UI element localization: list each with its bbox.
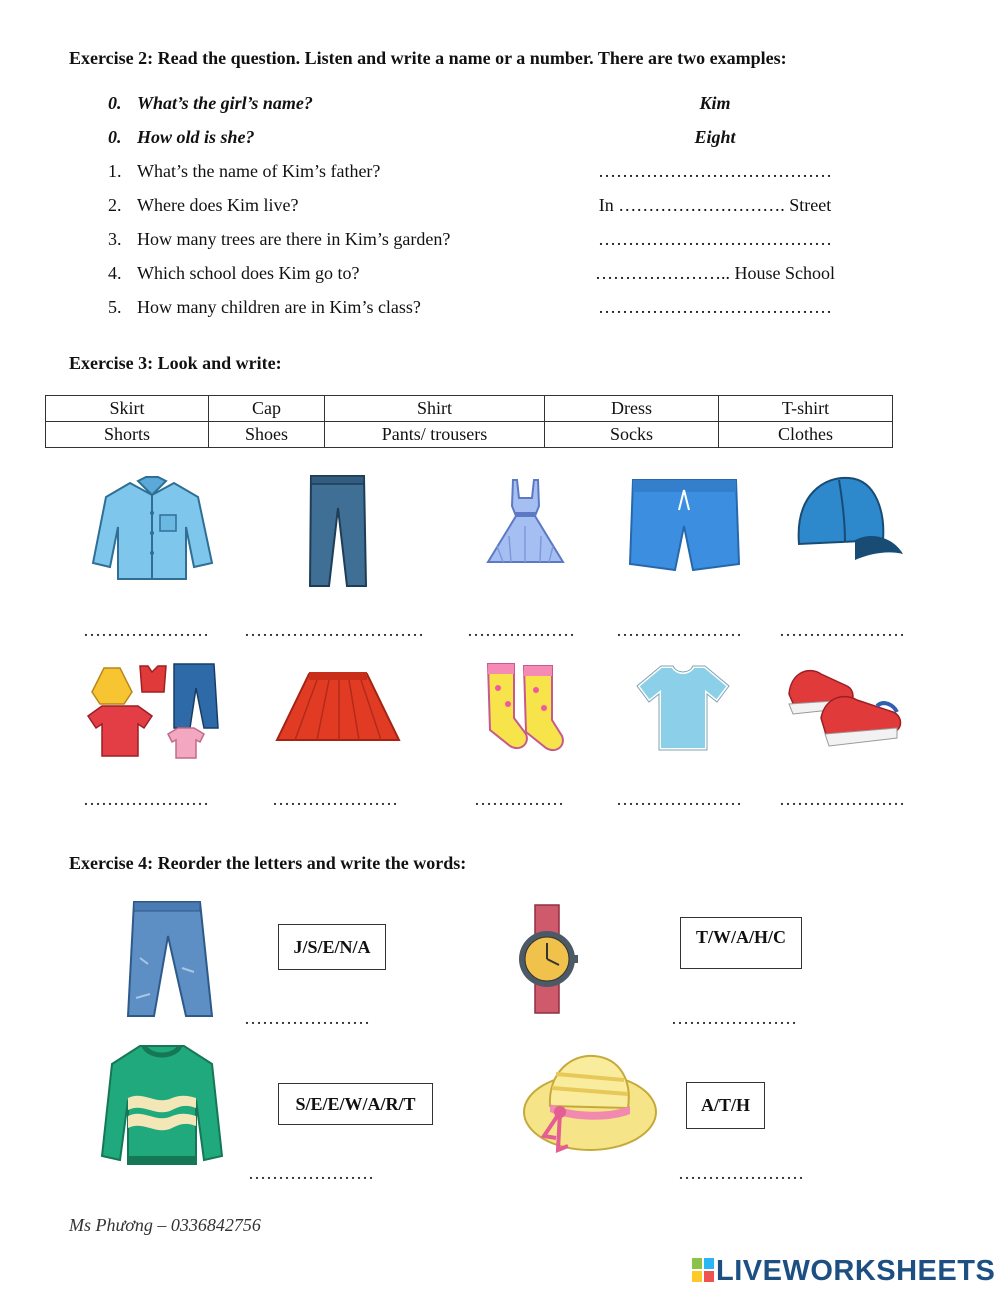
answer-blank[interactable]: ………………….. House School <box>595 263 835 283</box>
shirt-picture <box>90 475 215 585</box>
word-cell: Pants/ trousers <box>325 422 545 448</box>
answer-blank[interactable]: ………………… <box>616 620 742 640</box>
exercise-4-title: Exercise 4: Reorder the letters and write the words: <box>69 853 467 873</box>
hat-picture <box>520 1050 660 1168</box>
tshirt-picture <box>633 660 733 756</box>
question-text: Which school does Kim go to? <box>137 263 360 283</box>
question-text: How many trees are there in Kim’s garden? <box>137 229 451 249</box>
question-number: 3. <box>108 229 122 249</box>
answer-blank[interactable]: ………………………………… <box>598 229 832 249</box>
author-credit: Ms Phương – 0336842756 <box>69 1215 261 1235</box>
word-cell: Clothes <box>719 422 893 448</box>
answer-blank[interactable]: In ………………………. Street <box>598 195 832 215</box>
scrambled-word-box: S/E/E/W/A/R/T <box>278 1083 433 1125</box>
answer-blank[interactable]: ………………… <box>83 789 209 809</box>
question-number: 2. <box>108 195 122 215</box>
exercise-2-title: Exercise 2: Read the question. Listen and write a name or a number. There are two examples: <box>69 48 787 68</box>
example-question: How old is she? <box>137 127 255 147</box>
scrambled-word-box: T/W/A/H/C <box>680 917 802 969</box>
answer-blank[interactable]: ………………………………… <box>598 297 832 317</box>
jeans-picture <box>120 898 220 1020</box>
scrambled-word-box: J/S/E/N/A <box>278 924 386 970</box>
answer-blank[interactable]: ………………………………… <box>598 161 832 181</box>
word-cell: T-shirt <box>719 396 893 422</box>
shorts-picture <box>627 476 742 572</box>
question-row-2 <box>0 195 1000 217</box>
word-cell: Cap <box>209 396 325 422</box>
question-text: Where does Kim live? <box>137 195 299 215</box>
question-text: What’s the name of Kim’s father? <box>137 161 381 181</box>
example-number: 0. <box>108 127 122 147</box>
word-cell: Shorts <box>46 422 209 448</box>
answer-blank[interactable]: ………………… <box>671 1008 797 1028</box>
question-number: 1. <box>108 161 122 181</box>
dress-picture <box>483 476 568 568</box>
clothes-picture <box>82 658 222 762</box>
table-row <box>46 396 893 422</box>
shoes-picture <box>785 660 910 752</box>
skirt-picture <box>273 670 403 748</box>
table-row <box>46 422 893 448</box>
question-row-3 <box>0 229 1000 251</box>
answer-blank[interactable]: ………………… <box>248 1163 374 1183</box>
question-text: How many children are in Kim’s class? <box>137 297 421 317</box>
question-number: 5. <box>108 297 122 317</box>
word-cell: Dress <box>545 396 719 422</box>
liveworksheets-logo[interactable]: LIVEWORKSHEETS <box>716 1255 996 1287</box>
example-row-2 <box>0 127 1000 149</box>
scrambled-word-box: A/T/H <box>686 1082 765 1129</box>
answer-blank[interactable]: ………………… <box>83 620 209 640</box>
word-cell: Socks <box>545 422 719 448</box>
question-number: 4. <box>108 263 122 283</box>
sweater-picture <box>100 1040 225 1170</box>
word-bank-table <box>45 395 893 448</box>
answer-blank[interactable]: ……………… <box>467 620 575 640</box>
example-number: 0. <box>108 93 122 113</box>
liveworksheets-logo-icon <box>692 1258 714 1282</box>
trousers-picture <box>305 472 370 590</box>
question-row-1 <box>0 161 1000 183</box>
answer-blank[interactable]: ………………… <box>616 789 742 809</box>
word-cell: Shirt <box>325 396 545 422</box>
exercise-3-title: Exercise 3: Look and write: <box>69 353 282 373</box>
example-answer: Kim <box>699 93 731 113</box>
word-cell: Shoes <box>209 422 325 448</box>
answer-blank[interactable]: ………………… <box>244 1008 370 1028</box>
answer-blank[interactable]: ………………… <box>678 1163 804 1183</box>
example-question: What’s the girl’s name? <box>137 93 313 113</box>
answer-blank[interactable]: ………………… <box>779 620 905 640</box>
question-row-5 <box>0 297 1000 319</box>
cap-picture <box>795 474 905 566</box>
answer-blank[interactable]: ………………… <box>272 789 398 809</box>
answer-blank[interactable]: ………………… <box>779 789 905 809</box>
socks-picture <box>482 660 567 756</box>
question-row-4 <box>0 263 1000 285</box>
answer-blank[interactable]: ………………………… <box>244 620 424 640</box>
example-row-1 <box>0 93 1000 115</box>
watch-picture <box>515 903 580 1015</box>
answer-blank[interactable]: …………… <box>474 789 564 809</box>
word-cell: Skirt <box>46 396 209 422</box>
example-answer: Eight <box>694 127 736 147</box>
